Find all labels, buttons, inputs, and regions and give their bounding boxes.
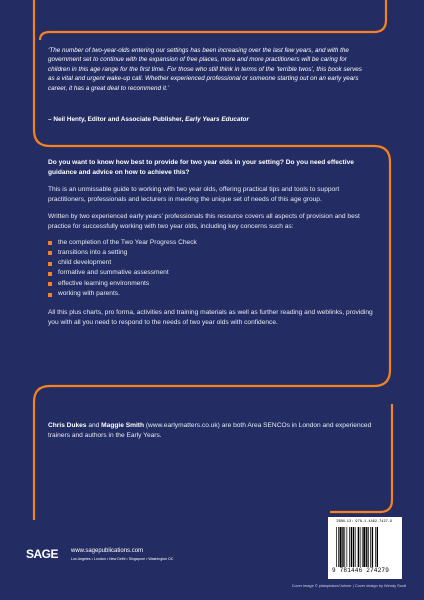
book-blurb [48, 158, 378, 336]
blurb-paragraph-1: This is an unmissable guide to working with two year olds, offering practical tips and tools to support practitioners, professionals and lecturers in meeting the unique set of needs of this age group. [48, 186, 340, 203]
publisher-logo [26, 546, 206, 566]
publisher-url: www.sagepublications.com [71, 548, 144, 554]
cover-credits: Cover image © plainpicture/Johner | Cover design by Wendy Scott [291, 583, 406, 588]
list-item: child development [48, 258, 378, 268]
square-bullet-icon [48, 293, 52, 297]
list-item: effective learning environments [48, 279, 378, 289]
square-bullet-icon [48, 262, 52, 266]
barcode-digits: 9 781446 274279 [332, 567, 390, 574]
key-concerns-list [48, 238, 378, 300]
isbn-text: ISBN-13: 978-1-4462-7427-9 [336, 520, 393, 524]
lead-questions: Do you want to know how best to provide for two year olds in your setting? Do you need effective guidance and advice on how to achieve this? [48, 159, 354, 176]
barcode-bars-icon [336, 527, 394, 567]
isbn-barcode [328, 517, 402, 579]
square-bullet-icon [48, 272, 52, 276]
blurb-paragraph-2: Written by two experienced early years’ professionals this resource covers all aspects of provision and best practice for successfully working with two year olds, including key concerns such as: [48, 213, 360, 230]
attribution-publication: Early Years Educator [185, 116, 250, 123]
author-name-2: Maggie Smith [101, 422, 145, 429]
author-bio-text: (www.earlymatters.co.uk) are both Area SENCOs in London and experienced trainers and authors in the Early Years. [48, 422, 372, 439]
list-item: the completion of the Two Year Progress Check [48, 238, 378, 248]
square-bullet-icon [48, 282, 52, 286]
author-bio: Chris Dukes and Maggie Smith (www.earlymatters.co.uk) are both Area SENCOs in London and experienced trainers and authors in the Early Years. [48, 422, 372, 439]
review-quote: ‘The number of two-year-olds entering our settings has been increasing over the last few years, and with the government set to continue with the expansion of free places, more and more practitioners will be caring for children in this age range for the first time. For those who still think in terms of the ‘terrible twos’, this book serves as a vital and urgent wake-up call. Whether experienced professional or someone starting out on an early years career, it has a great deal to recommend it.’ [48, 47, 362, 92]
author-name-1: Chris Dukes [48, 422, 87, 429]
sage-logo-icon: SAGE [26, 547, 59, 561]
quote-attribution [48, 116, 378, 123]
square-bullet-icon [48, 251, 52, 255]
list-item: formative and summative assessment [48, 268, 378, 278]
list-item: transitions into a setting [48, 248, 378, 258]
square-bullet-icon [48, 241, 52, 245]
attribution-name: – Neil Henty, Editor and Associate Publisher, [48, 116, 186, 123]
list-item: working with parents. [48, 289, 378, 299]
publisher-cities: Los Angeles • London • New Delhi • Singapore • Washington DC [71, 557, 174, 561]
blurb-paragraph-3: All this plus charts, pro forma, activities and training materials as well as further reading and weblinks, providing you with all you need to respond to the needs of two year olds with confidence. [48, 309, 373, 326]
